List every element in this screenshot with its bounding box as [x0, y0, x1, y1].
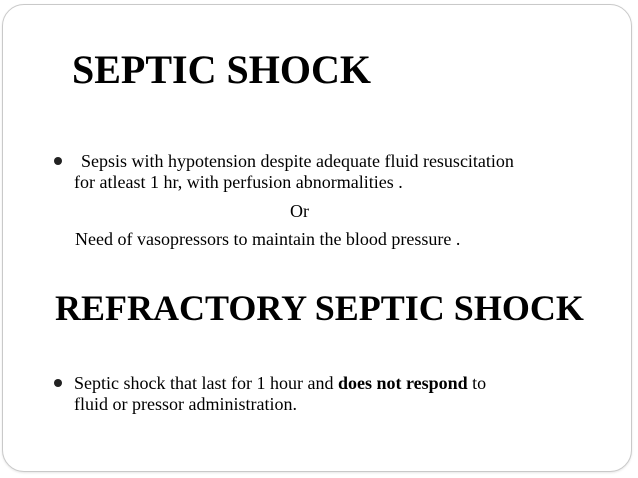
bullet-dot-1	[54, 157, 62, 165]
bullet-2-text-regular: Septic shock that last for 1 hour and	[74, 373, 338, 393]
bullet-1-line-3: Need of vasopressors to maintain the blood pressure .	[75, 229, 461, 249]
bullet-1-line-1: Sepsis with hypotension despite adequate fluid resuscitation	[81, 151, 514, 171]
title-septic-shock: SEPTIC SHOCK	[72, 47, 371, 92]
bullet-1-connector-or: Or	[290, 201, 309, 221]
bullet-2-text-bold: does not respond	[337, 373, 468, 393]
bullet-2-line-2: fluid or pressor administration.	[74, 394, 297, 414]
bullet-1-line-2: for atleast 1 hr, with perfusion abnormalities .	[74, 172, 403, 192]
bullet-2-line-1	[74, 373, 486, 394]
bullet-dot-2	[54, 379, 62, 387]
bullet-2-text-after: to	[467, 373, 487, 393]
title-refractory-septic-shock: REFRACTORY SEPTIC SHOCK	[55, 288, 584, 328]
